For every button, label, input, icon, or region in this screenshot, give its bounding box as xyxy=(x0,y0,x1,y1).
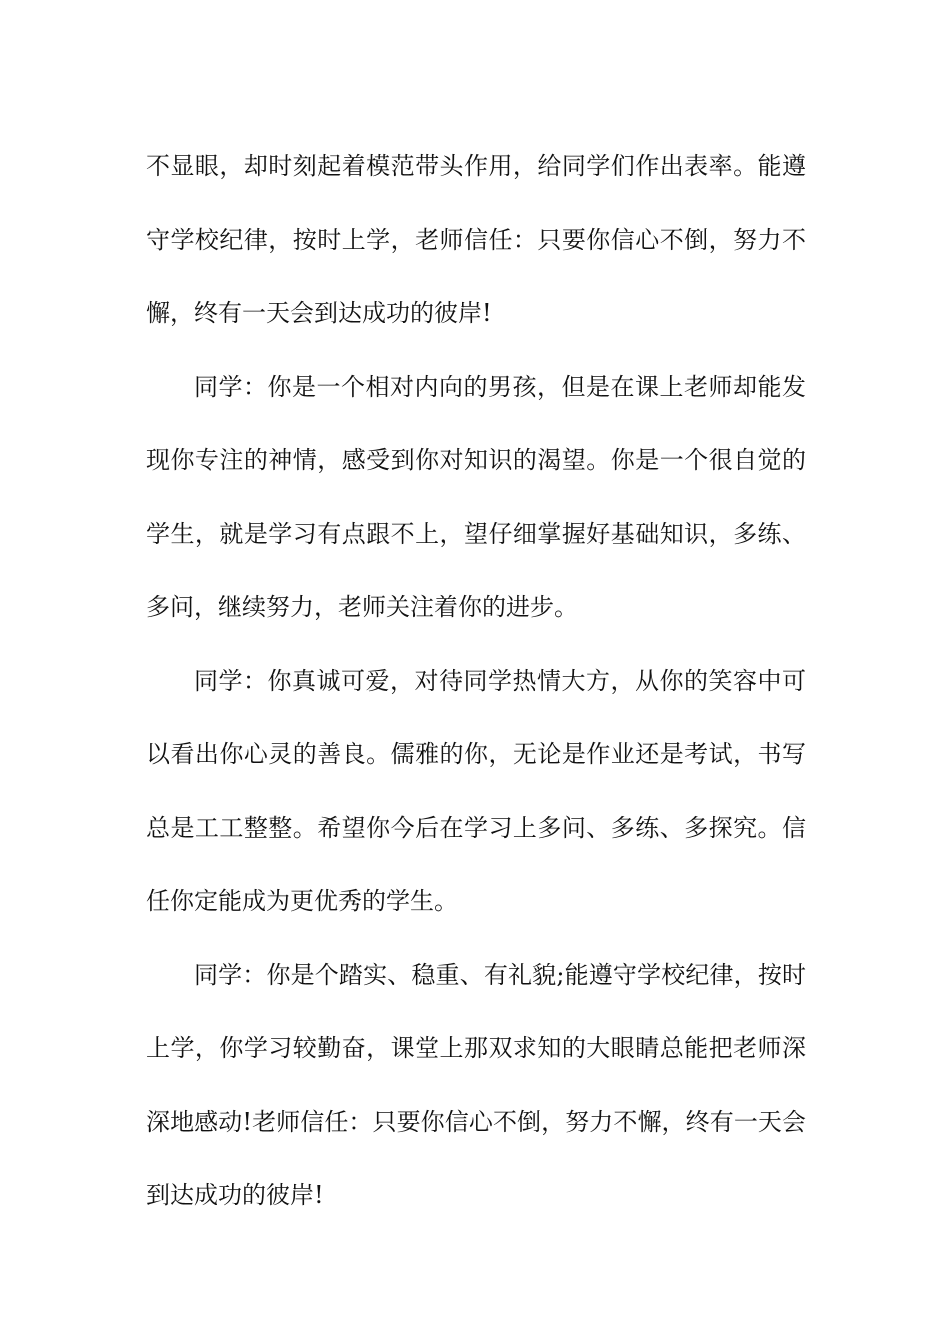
paragraph-comment-4: 同学：你是个踏实、稳重、有礼貌;能遵守学校纪律，按时上学，你学习较勤奋，课堂上那双求知的大眼睛总能把老师深深地感动!老师信任：只要你信心不倒，努力不懈，终有一天会到达成功的彼岸! xyxy=(146,960,806,1209)
paragraph-comment-2: 同学：你是一个相对内向的男孩，但是在课上老师却能发现你专注的神情，感受到你对知识的渴望。你是一个很自觉的学生，就是学习有点跟不上，望仔细掌握好基础知识，多练、多问，继续努力，老师关注着你的进步。 xyxy=(146,372,806,621)
paragraph-continued: 不显眼，却时刻起着模范带头作用，给同学们作出表率。能遵守学校纪律，按时上学，老师信任：只要你信心不倒，努力不懈，终有一天会到达成功的彼岸! xyxy=(146,152,806,327)
paragraph-comment-3: 同学：你真诚可爱，对待同学热情大方，从你的笑容中可以看出你心灵的善良。儒雅的你，无论是作业还是考试，书写总是工工整整。希望你今后在学习上多问、多练、多探究。信任你定能成为更优秀的学生。 xyxy=(146,666,806,915)
document-body xyxy=(146,130,806,1233)
